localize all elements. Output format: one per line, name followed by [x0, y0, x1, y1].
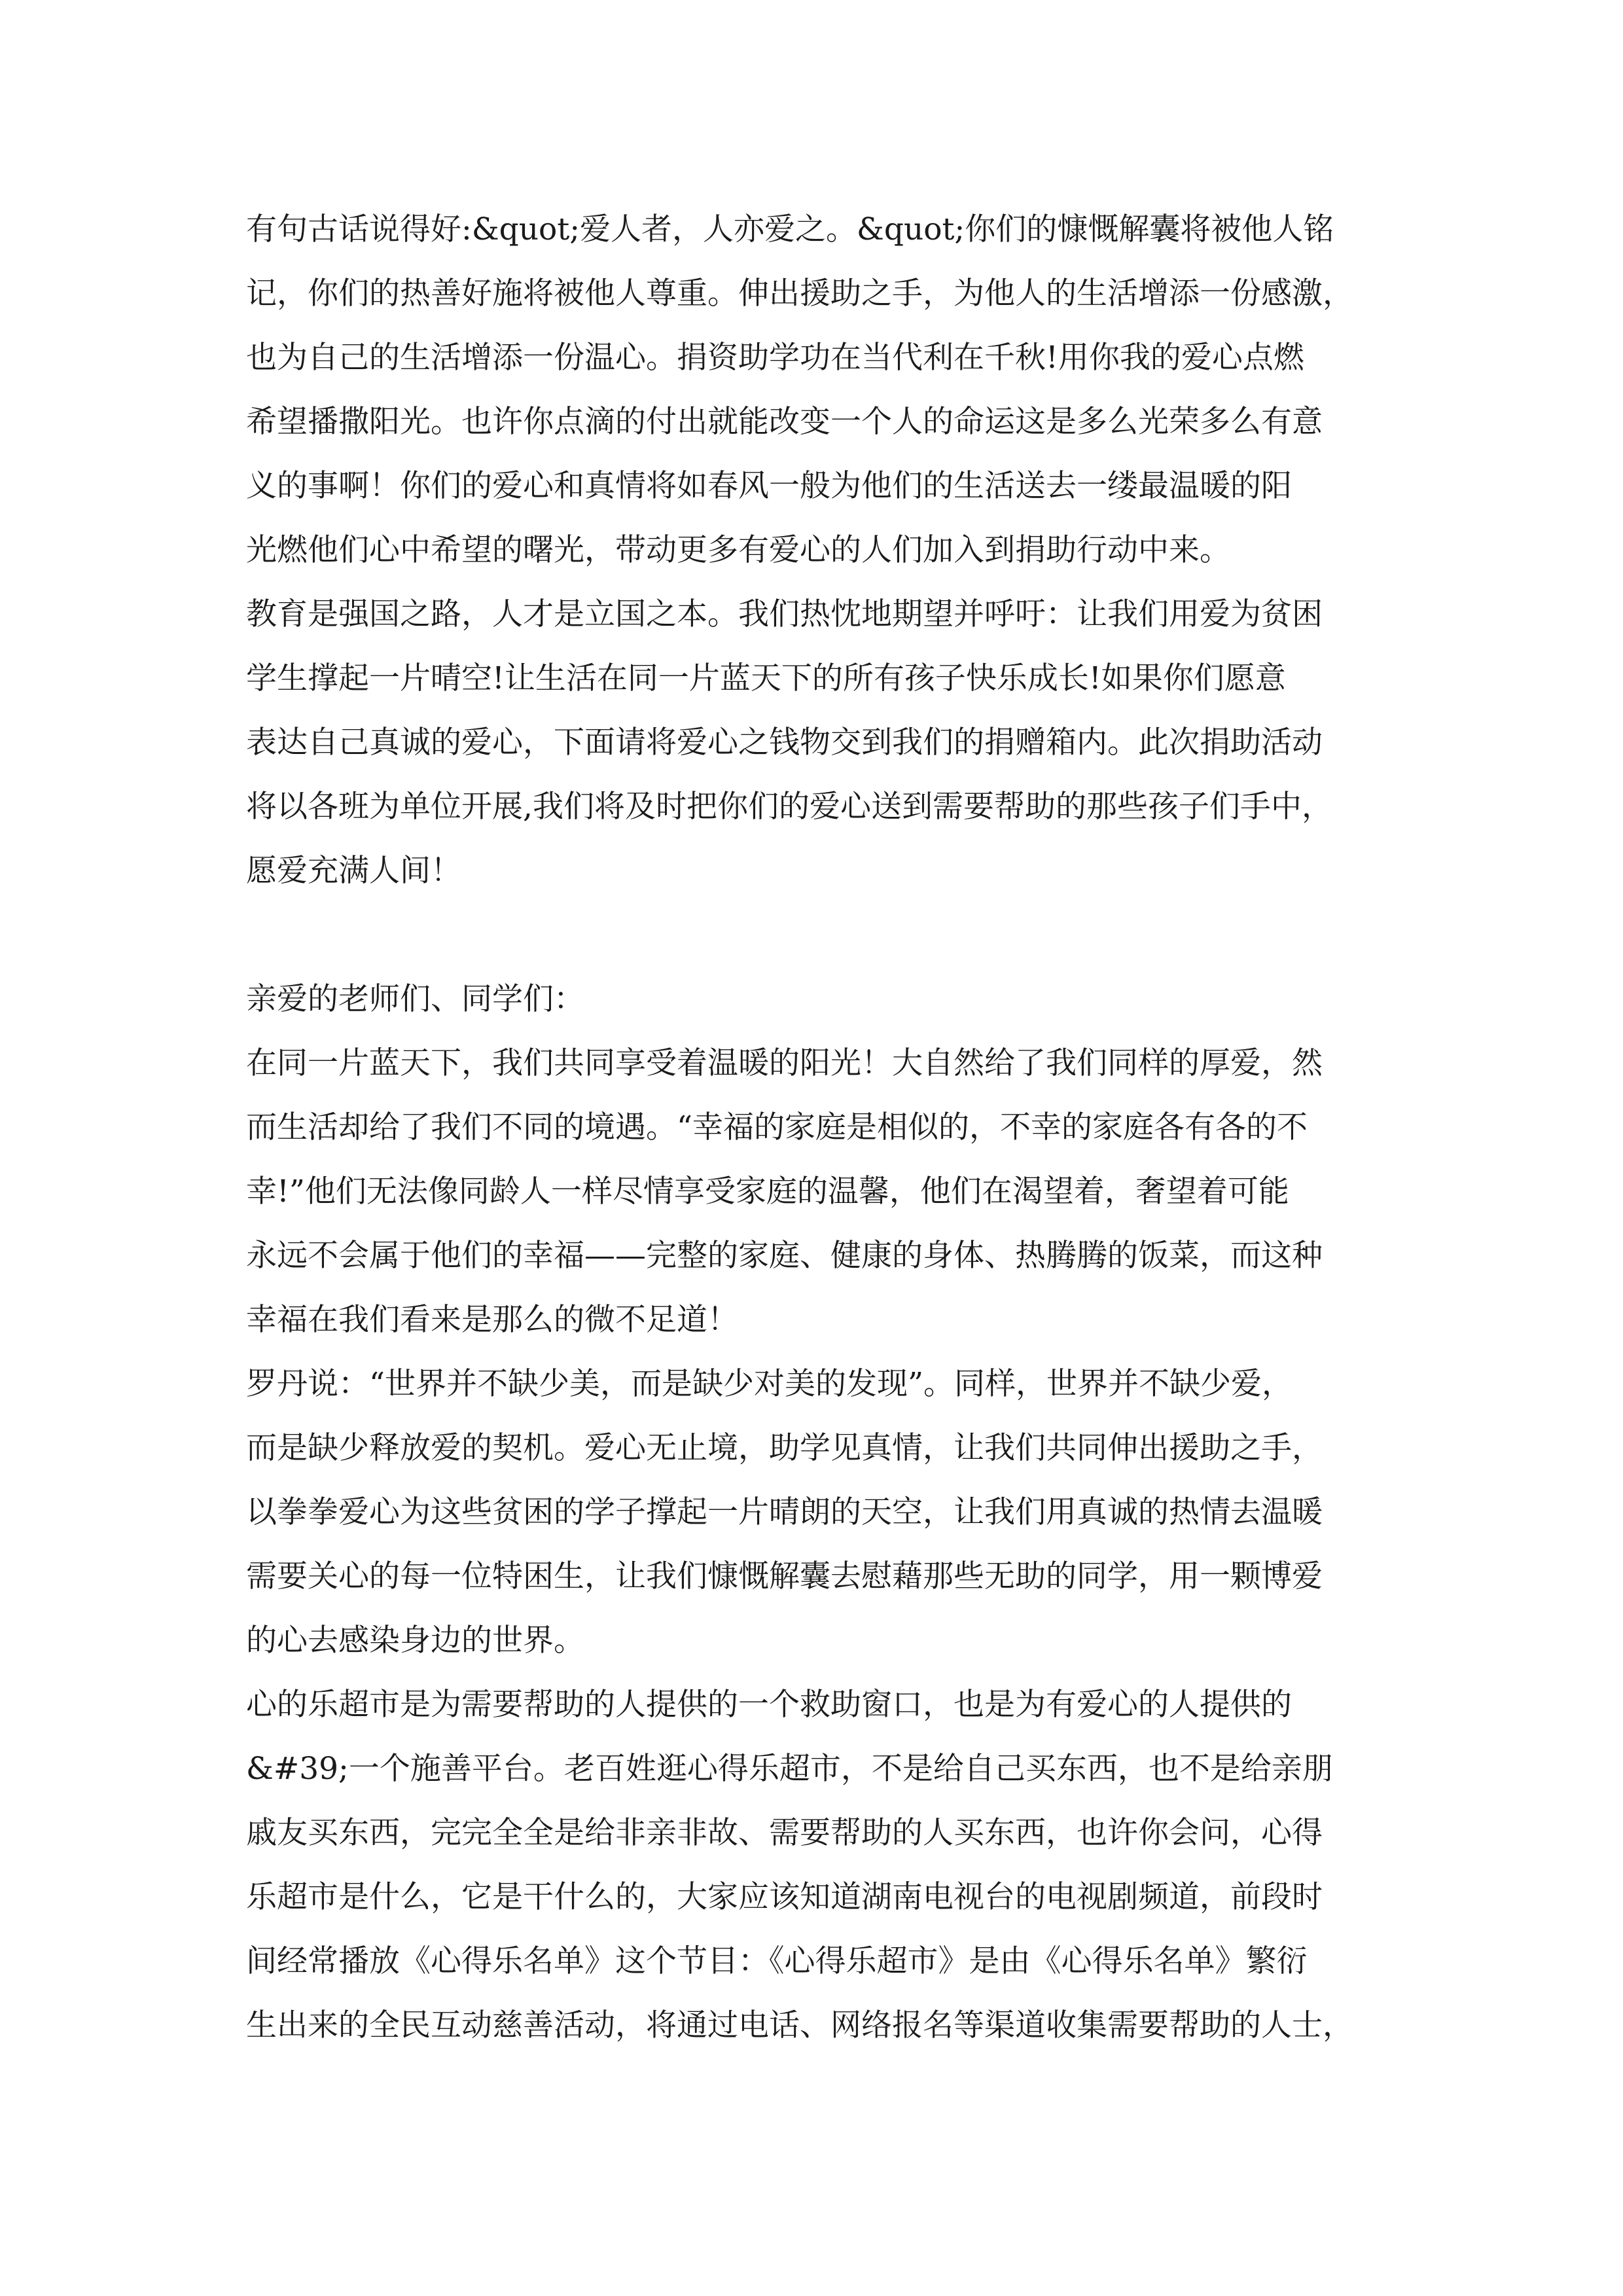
text-line: 教育是强国之路，人才是立国之本。我们热忱地期望并呼吁：让我们用爱为贫困 [246, 596, 1323, 632]
text-line: 表达自己真诚的爱心，下面请将爱心之钱物交到我们的捐赠箱内。此次捐助活动 [246, 725, 1323, 761]
text-line: 乐超市是什么，它是干什么的，大家应该知道湖南电视台的电视剧频道，前段时 [246, 1879, 1323, 1915]
text-line: 永远不会属于他们的幸福——完整的家庭、健康的身体、热腾腾的饭菜，而这种 [246, 1238, 1323, 1274]
text-line: 有句古话说得好:&quot;爱人者，人亦爱之。&quot;你们的慷慨解囊将被他人铭 [246, 211, 1334, 247]
text-line: 罗丹说：“世界并不缺少美，而是缺少对美的发现”。同样，世界并不缺少爱， [246, 1366, 1293, 1402]
text-line: 的心去感染身边的世界。 [246, 1623, 584, 1659]
text-line: 学生撑起一片晴空!让生活在同一片蓝天下的所有孩子快乐成长!如果你们愿意 [246, 660, 1286, 696]
text-line: 生出来的全民互动慈善活动，将通过电话、网络报名等渠道收集需要帮助的人士， [246, 2007, 1353, 2043]
text-line: 将以各班为单位开展,我们将及时把你们的爱心送到需要帮助的那些孩子们手中， [246, 789, 1332, 825]
text-line: 幸!”他们无法像同龄人一样尽情享受家庭的温馨，他们在渴望着，奢望着可能 [246, 1174, 1289, 1210]
text-line: 幸福在我们看来是那么的微不足道！ [246, 1302, 738, 1338]
text-line: 希望播撒阳光。也许你点滴的付出就能改变一个人的命运这是多么光荣多么有意 [246, 404, 1323, 440]
text-line: 在同一片蓝天下，我们共同享受着温暖的阳光！大自然给了我们同样的厚爱，然 [246, 1045, 1323, 1081]
text-line: 戚友买东西，完完全全是给非亲非故、需要帮助的人买东西，也许你会问，心得 [246, 1815, 1323, 1851]
text-line: 而是缺少释放爱的契机。爱心无止境，助学见真情，让我们共同伸出援助之手， [246, 1430, 1323, 1466]
text-line: &#39;一个施善平台。老百姓逛心得乐超市，不是给自己买东西，也不是给亲朋 [246, 1751, 1333, 1787]
paragraph-gap [246, 903, 1418, 967]
text-line: 光燃他们心中希望的曙光，带动更多有爱心的人们加入到捐助行动中来。 [246, 532, 1230, 568]
salutation: 亲爱的老师们、同学们： [246, 981, 584, 1017]
text-line: 需要关心的每一位特困生，让我们慷慨解囊去慰藉那些无助的同学，用一颗博爱 [246, 1558, 1323, 1594]
text-line: 记，你们的热善好施将被他人尊重。伸出援助之手，为他人的生活增添一份感激， [246, 276, 1353, 312]
text-line: 义的事啊！你们的爱心和真情将如春风一般为他们的生活送去一缕最温暖的阳 [246, 468, 1292, 504]
document-body [246, 198, 1418, 2058]
text-line: 心的乐超市是为需要帮助的人提供的一个救助窗口，也是为有爱心的人提供的 [246, 1687, 1292, 1723]
text-line: 也为自己的生活增添一份温心。捐资助学功在当代利在千秋!用你我的爱心点燃 [246, 340, 1304, 376]
text-line: 而生活却给了我们不同的境遇。“幸福的家庭是相似的，不幸的家庭各有各的不 [246, 1109, 1308, 1145]
text-line: 以拳拳爱心为这些贫困的学子撑起一片晴朗的天空，让我们用真诚的热情去温暖 [246, 1494, 1323, 1530]
text-line: 间经常播放《心得乐名单》这个节目：《心得乐超市》是由《心得乐名单》繁衍 [246, 1943, 1308, 1979]
text-line: 愿爱充满人间！ [246, 853, 461, 889]
